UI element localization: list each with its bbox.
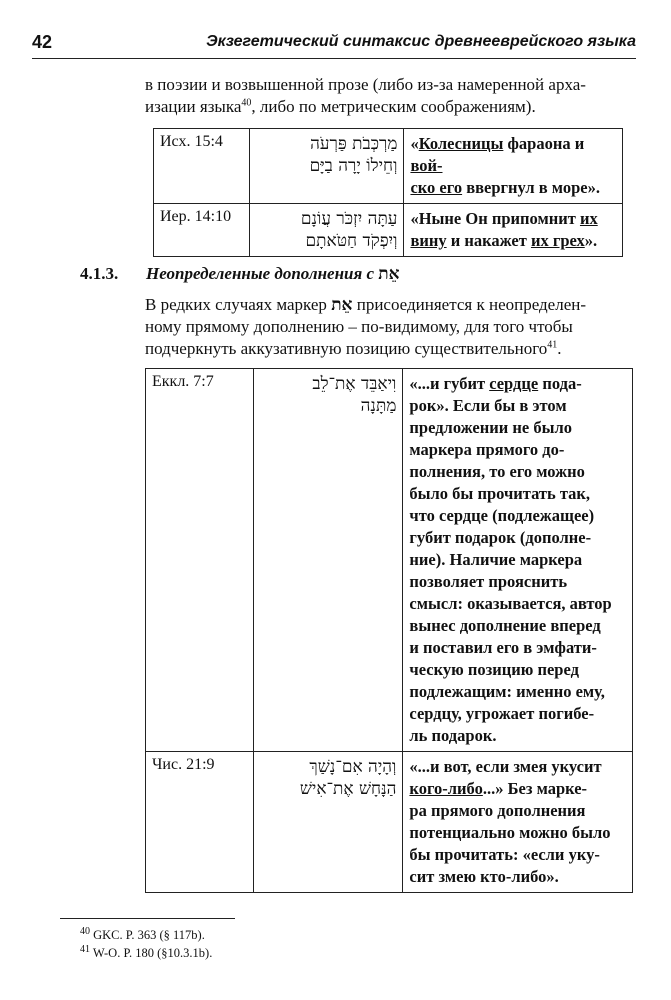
translation-line: ра прямого дополнения — [409, 801, 586, 820]
translation-cell: «Колесницы фараона и вой- ско его ввергнул в море». — [404, 129, 623, 204]
body-paragraph — [145, 294, 620, 360]
translation-cell: «...и вот, если змея укусит кого-либо...» Без марке- ра прямого дополнения потенциально можно было бы прочитать: «если уку- сит змею кто-либо». — [403, 752, 633, 893]
translation-line: смысл: оказывается, автор — [409, 594, 612, 613]
translation-line: полнения, то его можно — [409, 462, 585, 481]
paragraph-line: ному прямому дополнению – по-видимому, для того чтобы — [145, 317, 573, 336]
translation-line: позволяет прояснить — [409, 572, 568, 591]
running-title: Экзегетический синтаксис древнееврейского языка — [206, 33, 636, 50]
page-number: 42 — [32, 32, 53, 52]
translation-line: было бы прочитать так, — [409, 484, 591, 503]
section-number: 4.1.3. — [80, 264, 119, 283]
translation-line: сердцу, угрожает погибе- — [409, 704, 595, 723]
translation-line: ческую позицию перед — [409, 660, 579, 679]
example-table-1 — [153, 128, 623, 257]
table-row — [154, 129, 623, 204]
footnote: $^{40}$ GKC. P. 363 (§ 117b). — [80, 925, 205, 942]
table-row — [146, 369, 633, 752]
footnote-ref[interactable]: 40 — [241, 97, 252, 109]
hebrew-marker: אֵת — [378, 264, 400, 284]
translation-line: вынес дополнение вперед — [409, 616, 601, 635]
reference-cell: Иер. 14:10 — [154, 204, 250, 257]
table-row — [154, 204, 623, 257]
hebrew-cell: וִיאַבֵּד אֶת־לֵב מַתָּנָה — [253, 369, 403, 752]
paragraph-line: подчеркнуть аккузативную позицию существительного$^{41}$. — [145, 339, 562, 358]
translation-line: и поставил его в эмфати- — [409, 638, 597, 657]
paragraph-line: В редких случаях маркер אֵת присоединяется к неопределен- — [145, 295, 587, 315]
translation-line: маркера прямого до- — [409, 440, 565, 459]
translation-line: рок». Если бы в этом — [409, 396, 567, 415]
reference-cell: Чис. 21:9 — [146, 752, 254, 893]
footnote-ref[interactable]: 41 — [547, 339, 558, 351]
translation-line: потенциально можно было — [409, 823, 611, 842]
intro-paragraph — [145, 74, 615, 118]
translation-cell: «Ныне Он припомнит их вину и накажет их грех». — [404, 204, 623, 257]
hebrew-cell: וְהָיָה אִם־נָשַׁךְ הַנָּחָשׁ אֶת־אִישׁ — [253, 752, 403, 893]
intro-line: изации языка$^{40}$, либо по метрическим соображениям). — [145, 97, 536, 116]
running-header — [32, 28, 636, 59]
section-title: Неопределенные дополнения с — [146, 264, 379, 283]
translation-line: что сердце (подлежащее) — [409, 506, 595, 525]
translation-cell: «...и губит сердце пода- рок». Если бы в этом предложении не было маркера прямого до- полнения, то его можно было бы прочитать так, что сердце (подлежащее) губит подарок (дополне- ние). Наличие маркера позволяет прояснить смысл: оказывается, автор вынес дополнение вперед и поставил его в эмфати- ческую позицию перед подлежащим: именно ему, сердцу, угрожает погибе- ль подарок. — [403, 369, 633, 752]
table-row — [146, 752, 633, 893]
translation-line: подлежащим: именно ему, — [409, 682, 605, 701]
example-table-2 — [145, 368, 633, 893]
translation-line: ние). Наличие маркера — [409, 550, 583, 569]
footnote-separator — [60, 918, 235, 919]
translation-line: предложении не было — [409, 418, 572, 437]
hebrew-cell: מַרְכְּבֹת פַּרְעֹה וְחֵילוֹ יָרָה בַיָּם — [249, 129, 404, 204]
translation-line: ль подарок. — [409, 726, 497, 745]
section-heading — [80, 264, 400, 284]
translation-line: сит змею кто-либо». — [409, 867, 559, 886]
reference-cell: Еккл. 7:7 — [146, 369, 254, 752]
intro-line: в поэзии и возвышенной прозе (либо из-за намеренной арха- — [145, 75, 586, 94]
reference-cell: Исх. 15:4 — [154, 129, 250, 204]
footnote: $^{41}$ W-O. P. 180 (§10.3.1b). — [80, 943, 213, 960]
hebrew-cell: עַתָּה יִזְכֹּר עֲוֹנָם וְיִפְקֹד חַטֹּאתָם — [249, 204, 404, 257]
translation-line: бы прочитать: «если уку- — [409, 845, 600, 864]
translation-line: губит подарок (дополне- — [409, 528, 592, 547]
